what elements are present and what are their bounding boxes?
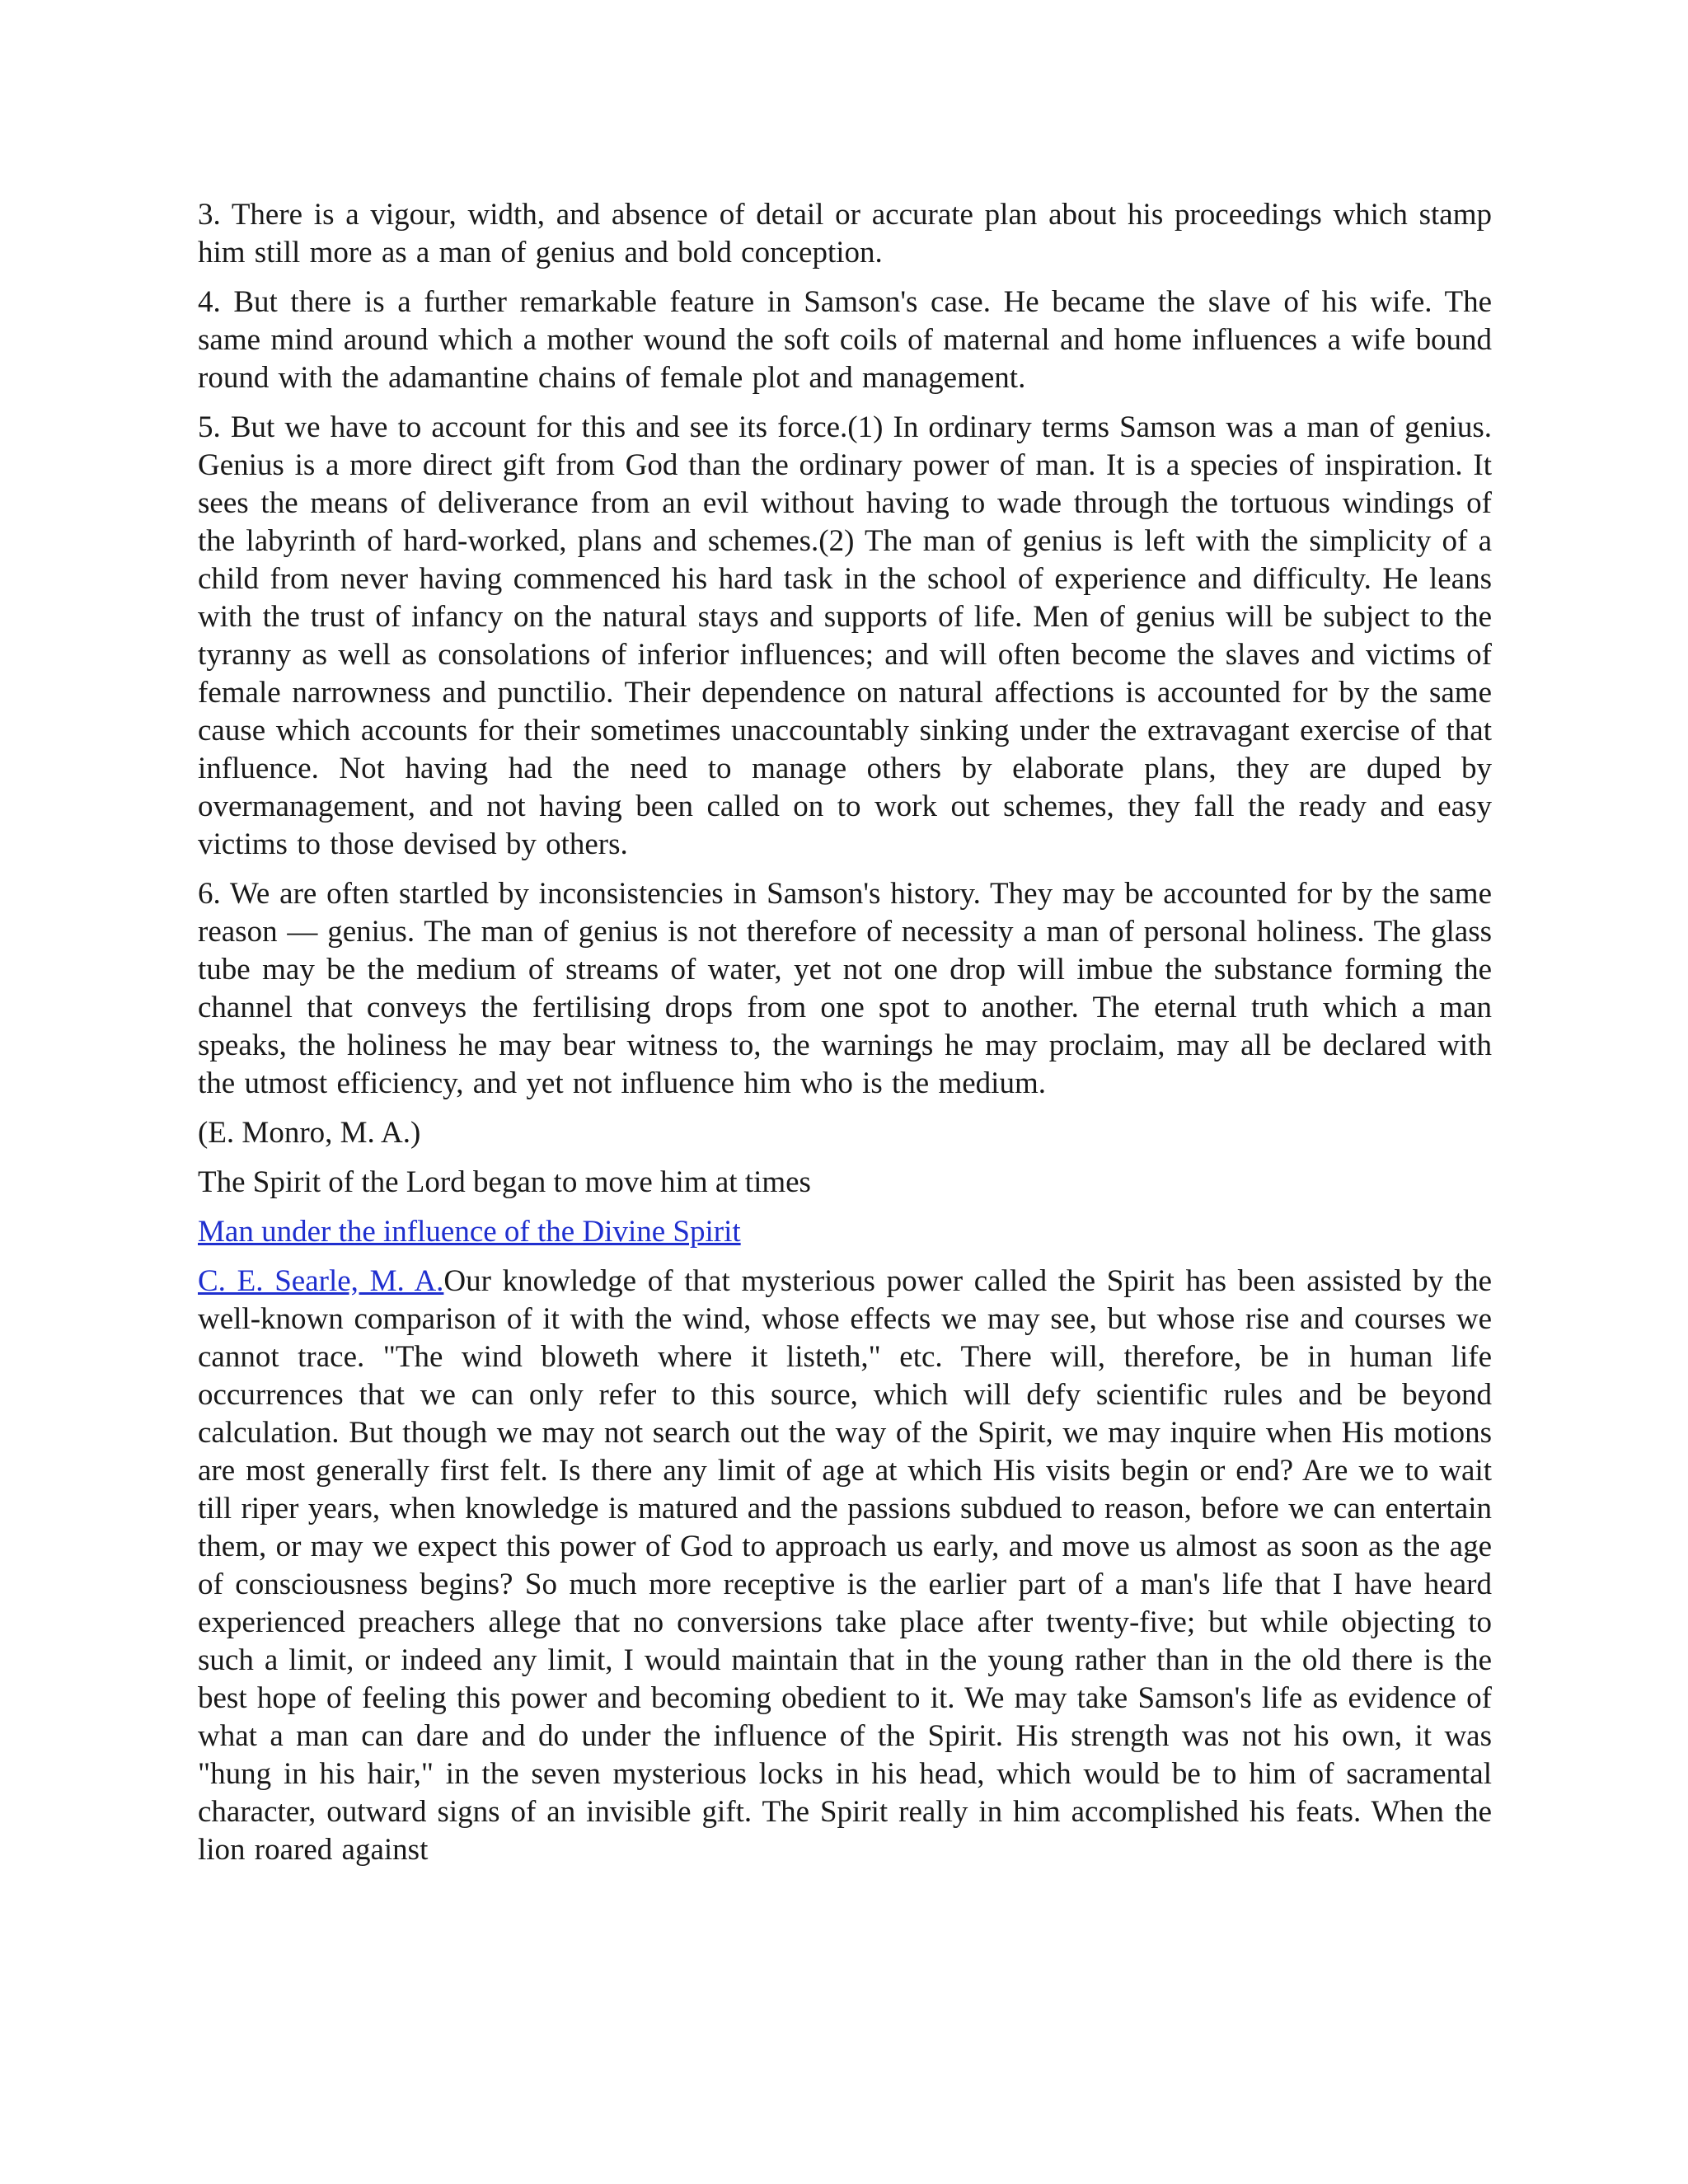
final-paragraph-text: Our knowledge of that mysterious power called the Spirit has been assisted by the well-known comparison of it with the wind, whose effects we may see, but whose rise and courses we cannot trace. "The wind bloweth where it listeth," etc. There will, therefore, be in human life occurrences that we can only refer to this source, which will defy scientific rules and be beyond calculation. But though we may not search out the way of the Spirit, we may inquire when His motions are most generally first felt. Is there any limit of age at which His visits begin or end? Are we to wait till riper years, when knowledge is matured and the passions subdued to reason, before we can entertain them, or may we expect this power of God to approach us early, and move us almost as soon as the age of consciousness begins? So much more receptive is the earlier part of a man's life that I have heard experienced preachers allege that no conversions take place after twenty-five; but while objecting to such a limit, or indeed any limit, I would maintain that in the young rather than in the old there is the best hope of feeling this power and becoming obedient to it. We may take Samson's life as evidence of what a man can dare and do under the influence of the Spirit. His strength was not his own, it was "hung in his hair," in the seven mysterious locks in his head, which would be to him of sacramental character, outward signs of an invisible gift. The Spirit really in him accomplished his feats. When the lion roared against: [198, 1264, 1492, 1867]
paragraph-5: 5. But we have to account for this and see its force.(1) In ordinary terms Samson was a man of genius. Genius is a more direct gift from God than the ordinary power of man. It is a species of inspiration. It sees the means of deliverance from an evil without having to wade through the tortuous windings of the labyrinth of hard-worked, plans and schemes.(2) The man of genius is left with the simplicity of a child from never having commenced his hard task in the school of experience and difficulty. He leans with the trust of infancy on the natural stays and supports of life. Men of genius will be subject to the tyranny as well as consolations of inferior influences; and will often become the slaves and victims of female narrowness and punctilio. Their dependence on natural affections is accounted for by the same cause which accounts for their sometimes unaccountably sinking under the extravagant exercise of that influence. Not having had the need to manage others by elaborate plans, they are duped by overmanagement, and not having been called on to work out schemes, they fall the ready and easy victims to those devised by others.: [198, 410, 1492, 861]
document-body: [198, 196, 1492, 1881]
verse-heading: The Spirit of the Lord began to move him at times: [198, 1165, 811, 1199]
paragraph-3: 3. There is a vigour, width, and absence of detail or accurate plan about his proceedings which stamp him still more as a man of genius and bold conception.: [198, 198, 1492, 269]
section-link[interactable]: Man under the influence of the Divine Spirit: [198, 1215, 741, 1249]
section-link-row: [198, 1213, 1492, 1251]
attribution: (E. Monro, M. A.): [198, 1116, 421, 1150]
final-paragraph: [198, 1263, 1492, 1869]
paragraph-4: 4. But there is a further remarkable feature in Samson's case. He became the slave of his wife. The same mind around which a mother wound the soft coils of maternal and home influences a wife bound round with the adamantine chains of female plot and management.: [198, 285, 1492, 395]
paragraph-6: 6. We are often startled by inconsistencies in Samson's history. They may be accounted for by the same reason — genius. The man of genius is not therefore of necessity a man of personal holiness. The glass tube may be the medium of streams of water, yet not one drop will imbue the substance forming the channel that conveys the fertilising drops from one spot to another. The eternal truth which a man speaks, the holiness he may bear witness to, the warnings he may proclaim, may all be declared with the utmost efficiency, and yet not influence him who is the medium.: [198, 877, 1492, 1100]
author-link[interactable]: C. E. Searle, M. A.: [198, 1264, 444, 1298]
